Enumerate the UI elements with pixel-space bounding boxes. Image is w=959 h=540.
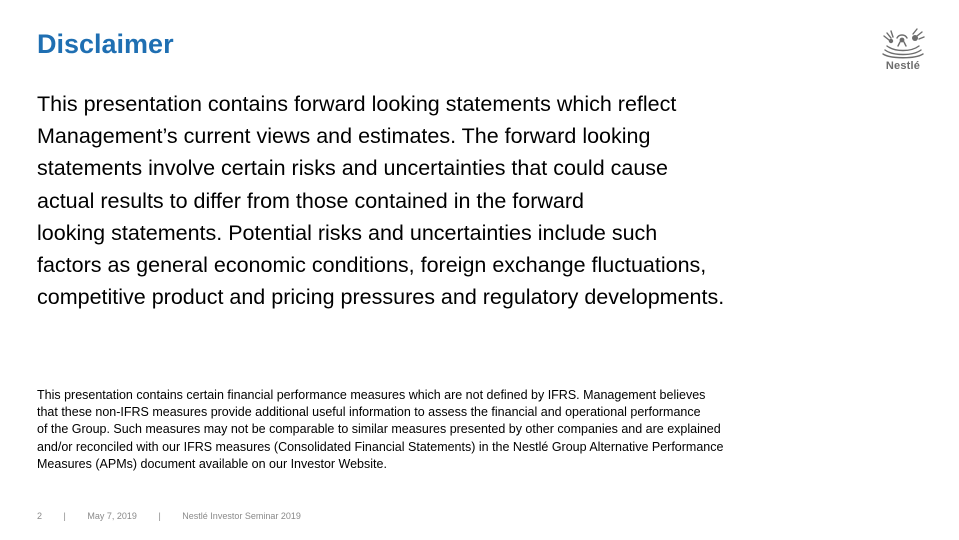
note-text-line: Measures (APMs) document available on our Investor Website. — [37, 456, 387, 471]
note-text-line: of the Group. Such measures may not be comparable to similar measures presented by other companies and are explained — [37, 422, 721, 437]
main-text-line: actual results to differ from those contained in the forward — [37, 188, 584, 213]
main-text-line: looking statements. Potential risks and uncertainties include such — [37, 220, 658, 245]
main-disclaimer-text — [37, 88, 837, 313]
main-text-line: This presentation contains forward looking statements which reflect — [37, 92, 677, 116]
main-text-line: statements involve certain risks and uncertainties that could cause — [37, 156, 668, 181]
main-text-line: factors as general economic conditions, foreign exchange fluctuations, — [37, 253, 707, 278]
note-text-line: that these non-IFRS measures provide additional useful information to assess the financial and operational performance — [37, 405, 701, 420]
main-text-line: competitive product and pricing pressures and regulatory developments. — [37, 285, 725, 310]
note-text-line: and/or reconciled with our IFRS measures (Consolidated Financial Statements) in the Nestlé Group Alternative Performance — [37, 439, 724, 454]
nestle-wordmark: Nestlé — [885, 60, 921, 72]
slide-title: Disclaimer — [37, 29, 174, 59]
main-text-line: Management’s current views and estimates. The forward looking — [37, 124, 651, 149]
note-text-line: This presentation contains certain financial performance measures which are not defined by IFRS. Management believes — [37, 388, 706, 402]
nestle-logo — [875, 26, 931, 76]
footer-date: May 7, 2019 — [87, 511, 137, 521]
footer-event: Nestlé Investor Seminar 2019 — [182, 511, 301, 521]
footer-separator: | — [63, 511, 66, 521]
slide-footer — [37, 511, 301, 521]
footer-separator: | — [158, 511, 161, 521]
non-ifrs-note — [37, 387, 897, 473]
nest-birds-icon — [875, 26, 931, 60]
page-number: 2 — [37, 511, 43, 521]
